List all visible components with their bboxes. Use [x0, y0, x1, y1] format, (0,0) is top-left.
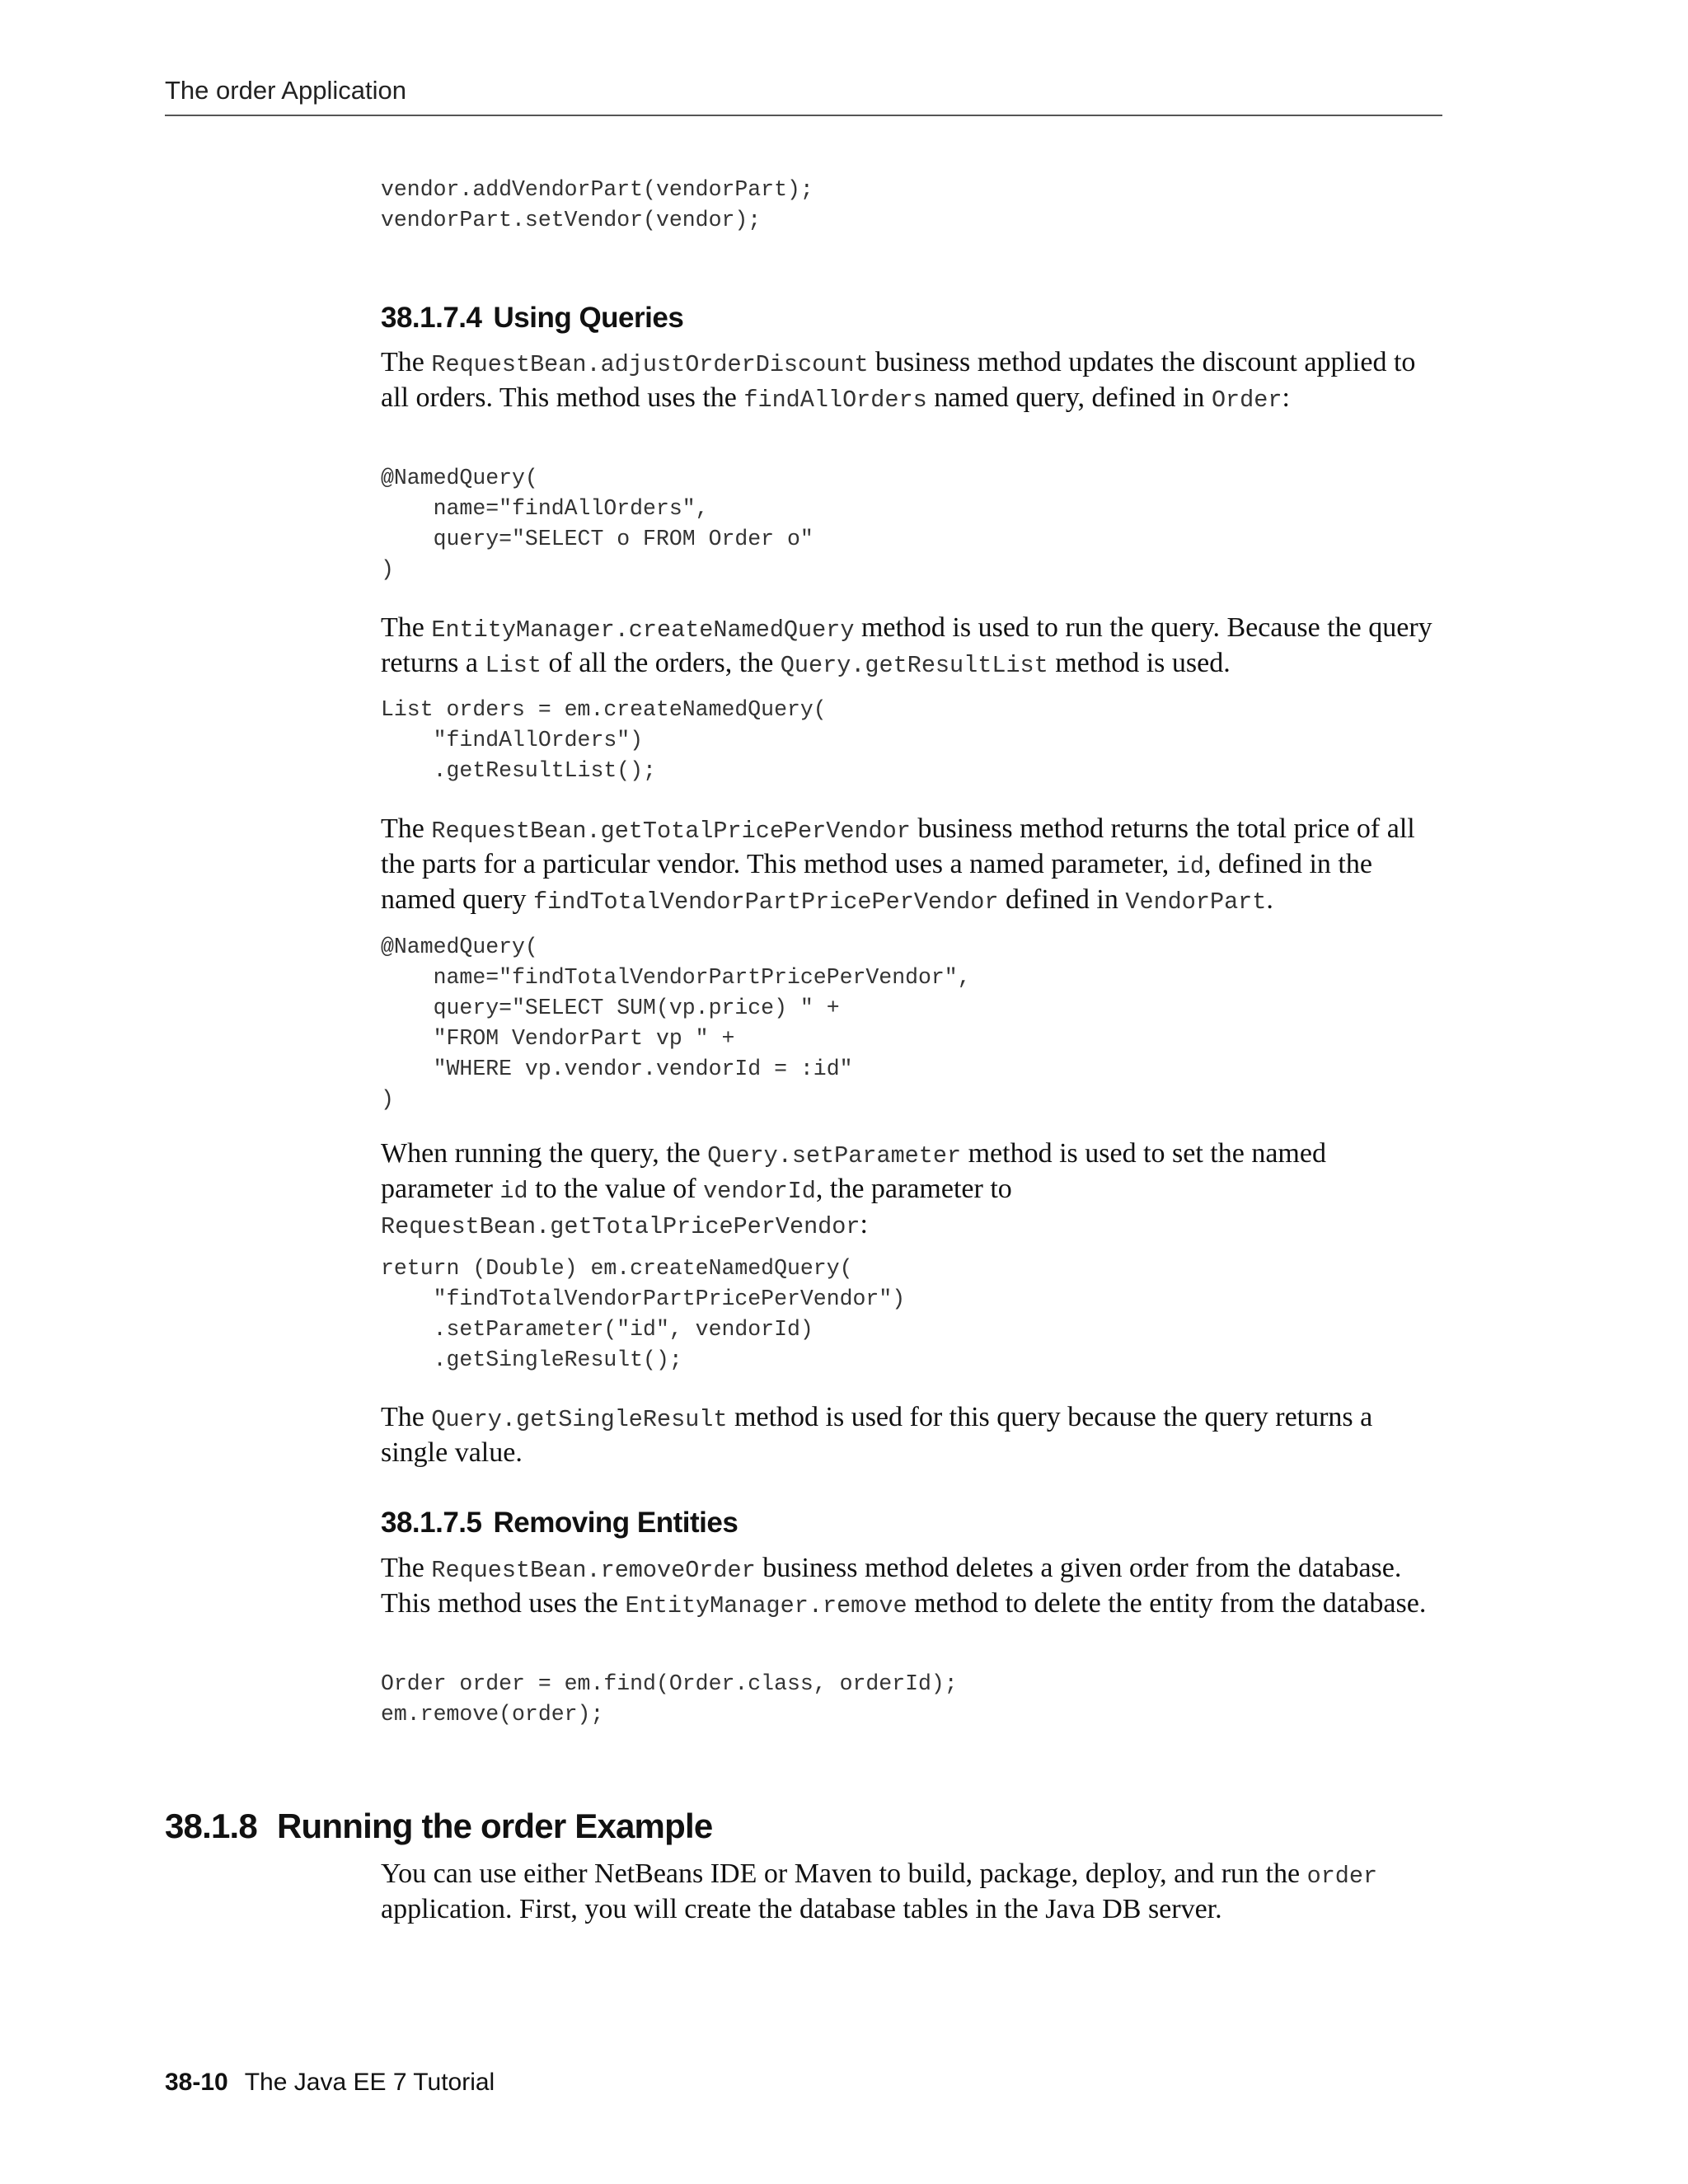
inline-code: findAllOrders	[743, 387, 927, 414]
code-line: @NamedQuery(	[381, 935, 538, 959]
text-run: , defined in the named query	[381, 849, 1372, 915]
text-run: The	[381, 1402, 432, 1432]
text-run: business method deletes a given order from the database. This method uses the	[381, 1553, 1402, 1619]
code-line: "findTotalVendorPartPricePerVendor")	[381, 1286, 906, 1311]
code-line: name="findAllOrders",	[381, 496, 709, 521]
inline-code: EntityManager.remove	[625, 1592, 907, 1619]
header-rule	[165, 115, 1442, 116]
text-run: The	[381, 347, 432, 377]
inline-code: List	[485, 652, 542, 679]
paragraph-total-price-per-vendor	[381, 813, 1444, 919]
text-run: method is used.	[1048, 648, 1231, 678]
paragraph-running-order	[381, 1858, 1444, 1926]
text-run: business method returns the total price of all the parts for a particular vendor. This method uses a named parameter,	[381, 813, 1415, 879]
text-run: When running the query, the	[381, 1138, 708, 1169]
inline-code: VendorPart	[1125, 888, 1267, 916]
section-title: Removing Entities	[493, 1507, 738, 1539]
text-run: .	[1266, 884, 1273, 915]
running-header: The order Application	[165, 76, 406, 105]
text-run: method to delete the entity from the database.	[907, 1588, 1427, 1619]
text-run: application. First, you will create the database tables in the Java DB server.	[381, 1894, 1222, 1924]
inline-code: id	[499, 1178, 528, 1205]
code-line: query="SELECT o FROM Order o"	[381, 527, 814, 551]
section-number: 38.1.8	[165, 1807, 257, 1845]
text-run: :	[1282, 382, 1290, 413]
inline-code: RequestBean.removeOrder	[431, 1557, 756, 1584]
section-number: 38.1.7.5	[381, 1507, 482, 1539]
code-line: return (Double) em.createNamedQuery(	[381, 1256, 853, 1281]
section-heading-running-order-example	[165, 1807, 712, 1846]
text-run: to the value of	[528, 1174, 704, 1204]
page-number: 38-10	[165, 2069, 228, 2096]
inline-code: id	[1175, 853, 1205, 880]
section-title: Running the order Example	[276, 1807, 713, 1845]
section-number: 38.1.7.4	[381, 302, 482, 334]
code-block-return-double	[381, 1254, 905, 1376]
text-run: The	[381, 813, 432, 844]
text-run: method is used to set the named parameter	[381, 1138, 1326, 1204]
inline-code: findTotalVendorPartPricePerVendor	[533, 888, 999, 916]
text-run: business method updates the discount applied to all orders. This method uses the	[381, 347, 1416, 413]
text-run: The	[381, 612, 432, 643]
code-line: .getSingleResult();	[381, 1347, 682, 1372]
code-block-named-query-find-all	[381, 463, 814, 585]
paragraph-remove-order	[381, 1552, 1444, 1623]
code-block-list-orders	[381, 695, 827, 786]
code-line: List orders = em.createNamedQuery(	[381, 697, 827, 722]
inline-code: EntityManager.createNamedQuery	[431, 616, 855, 644]
paragraph-set-parameter	[381, 1137, 1444, 1244]
paragraph-adjust-order-discount	[381, 346, 1444, 417]
inline-code: Order	[1211, 387, 1282, 414]
text-run: method is used to run the query. Because the query returns a	[381, 612, 1432, 678]
inline-code: order	[1306, 1863, 1378, 1890]
paragraph-create-named-query	[381, 612, 1444, 682]
code-line: "findAllOrders")	[381, 728, 644, 752]
page-footer	[165, 2069, 495, 2097]
code-line: .getResultList();	[381, 758, 656, 783]
inline-code: RequestBean.getTotalPricePerVendor	[431, 818, 911, 845]
inline-code: RequestBean.adjustOrderDiscount	[431, 351, 869, 378]
code-line: query="SELECT SUM(vp.price) " +	[381, 996, 840, 1020]
code-line: )	[381, 557, 394, 582]
code-line: @NamedQuery(	[381, 466, 538, 490]
book-title: The Java EE 7 Tutorial	[244, 2069, 495, 2096]
paragraph-get-single-result	[381, 1401, 1444, 1469]
text-run: You can use either NetBeans IDE or Maven to build, package, deploy, and run the	[381, 1858, 1307, 1889]
section-title: Using Queries	[493, 302, 684, 334]
inline-code: Query.getResultList	[780, 652, 1048, 679]
code-block-vendor	[381, 175, 814, 236]
text-run: named query, defined in	[926, 382, 1212, 413]
code-line: em.remove(order);	[381, 1702, 604, 1727]
text-run: , the parameter to	[815, 1174, 1012, 1204]
inline-code: Query.setParameter	[707, 1142, 962, 1169]
code-line: vendor.addVendorPart(vendorPart);	[381, 177, 814, 202]
code-block-remove-order	[381, 1669, 958, 1730]
code-line: )	[381, 1087, 394, 1112]
inline-code: Query.getSingleResult	[431, 1406, 728, 1433]
code-line: "FROM VendorPart vp " +	[381, 1026, 735, 1051]
section-heading-using-queries	[381, 302, 683, 335]
text-run: of all the orders, the	[541, 648, 781, 678]
section-heading-removing-entities	[381, 1507, 738, 1540]
code-line: "WHERE vp.vendor.vendorId = :id"	[381, 1057, 853, 1081]
text-run: :	[860, 1209, 868, 1240]
inline-code: vendorId	[703, 1178, 816, 1205]
text-run: method is used for this query because the query returns a single value.	[381, 1402, 1373, 1468]
inline-code: RequestBean.getTotalPricePerVendor	[381, 1213, 860, 1240]
code-line: name="findTotalVendorPartPricePerVendor",	[381, 965, 971, 990]
code-line: vendorPart.setVendor(vendor);	[381, 208, 762, 232]
text-run: The	[381, 1553, 432, 1583]
code-line: .setParameter("id", vendorId)	[381, 1317, 814, 1342]
code-line: Order order = em.find(Order.class, orderId);	[381, 1671, 958, 1696]
text-run: defined in	[998, 884, 1126, 915]
code-block-named-query-total-price	[381, 932, 971, 1115]
